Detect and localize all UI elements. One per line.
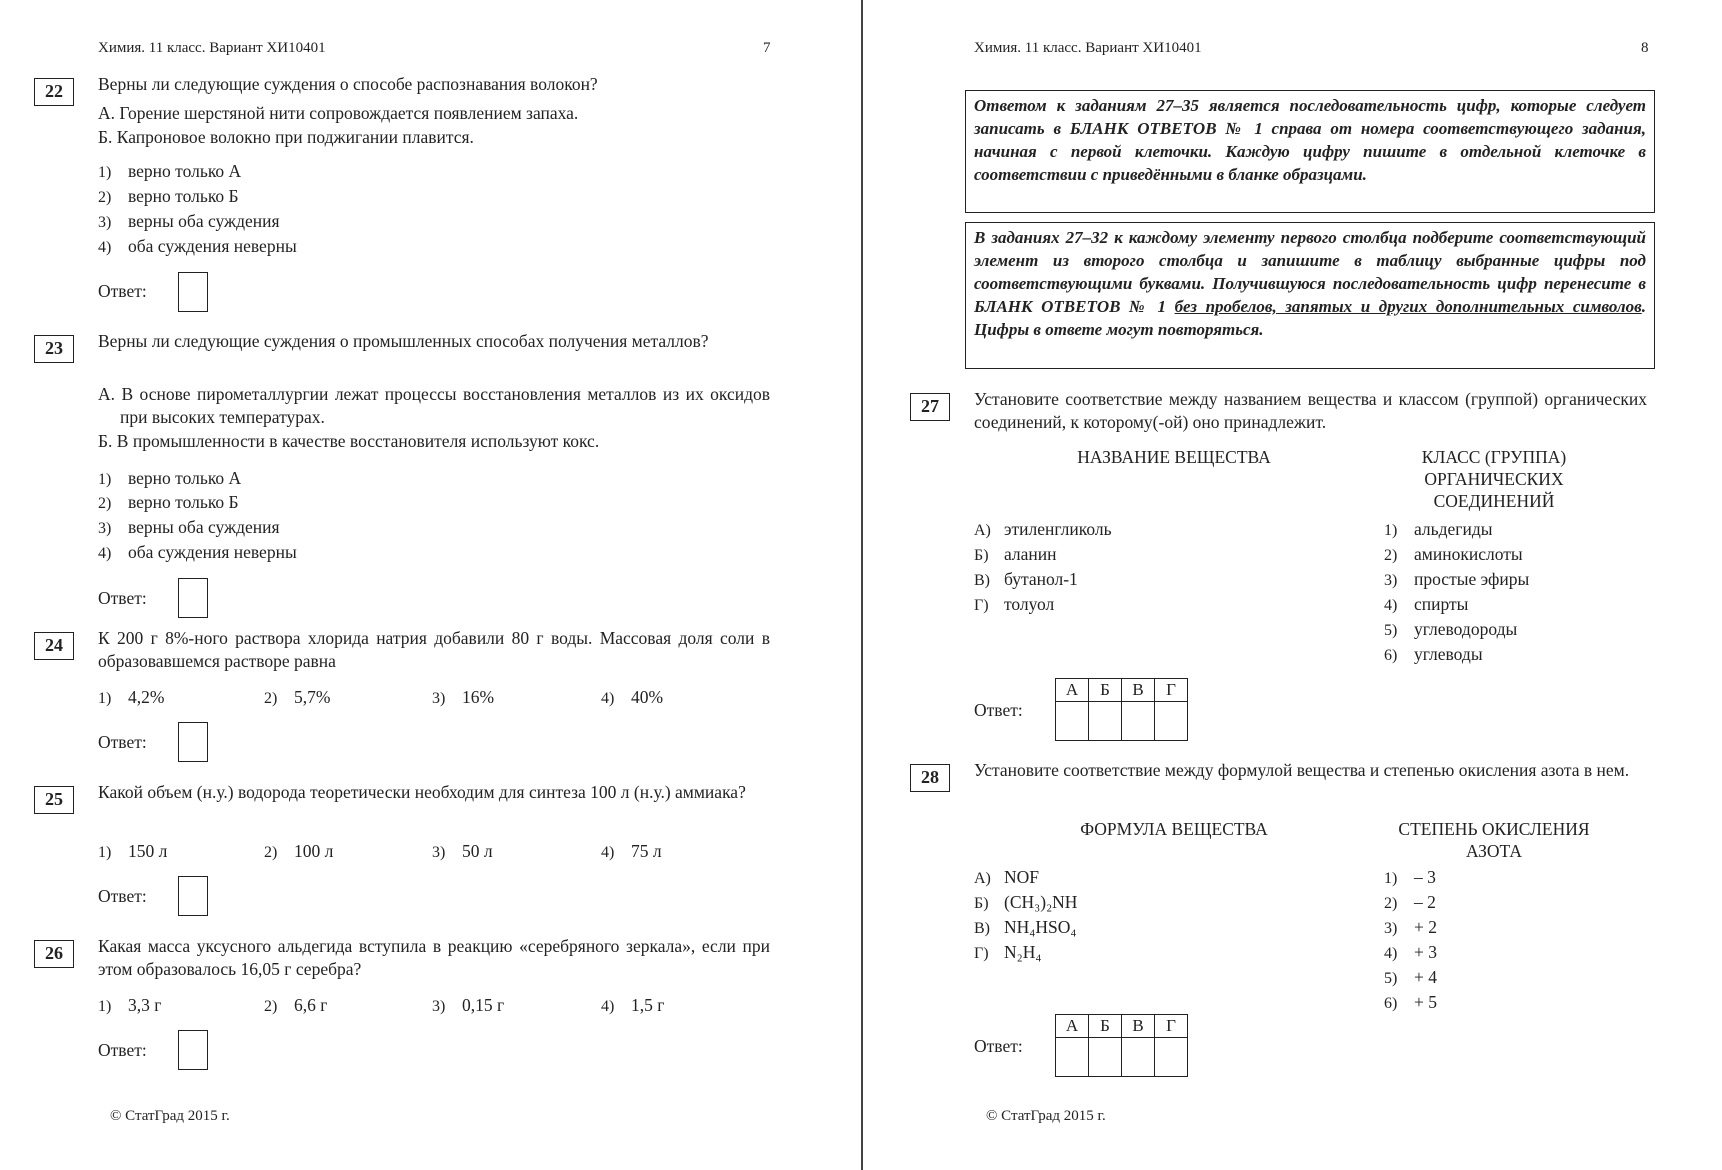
- answer-label: Ответ:: [98, 886, 147, 906]
- page-footer: © СтатГрад 2015 г.: [986, 1108, 1106, 1124]
- grid-answer-cell[interactable]: [1056, 1038, 1089, 1077]
- option[interactable]: 3) верны оба суждения: [98, 211, 280, 231]
- option[interactable]: 1) 150 л: [98, 841, 168, 861]
- option[interactable]: 3) 50 л: [432, 841, 493, 861]
- grid-answer-cell[interactable]: [1056, 702, 1089, 741]
- instruction-box: В заданиях 27–32 к каждому элементу первого столбца подберите соответствующий элемент из второго столбца и запишите в таблицу выбранные цифры под соответствующими буквами. Получившуюся последовательность цифр перенесите в БЛАНК ОТВЕТОВ № 1 без пробелов, запятых и других дополнительных символов. Цифры в ответе могут повторяться.: [965, 222, 1655, 369]
- question-text: Установите соответствие между формулой вещества и степенью окисления азота в нем.: [974, 760, 1630, 780]
- match-option: 2) аминокислоты: [1384, 544, 1523, 564]
- answer-label: Ответ:: [98, 732, 147, 752]
- page-header: Химия. 11 класс. Вариант ХИ10401: [974, 40, 1202, 56]
- answer-box[interactable]: [178, 578, 208, 618]
- question-number: 28: [910, 764, 950, 792]
- match-option: 5) углеводороды: [1384, 619, 1518, 639]
- page-number: 7: [763, 40, 771, 56]
- option[interactable]: 3) 0,15 г: [432, 995, 505, 1015]
- grid-answer-cell[interactable]: [1122, 1038, 1155, 1077]
- answer-grid: [1055, 1014, 1188, 1077]
- option[interactable]: 1) верно только А: [98, 161, 242, 181]
- column-header: КЛАСС (ГРУППА) ОРГАНИЧЕСКИХ СОЕДИНЕНИЙ: [1421, 447, 1567, 511]
- question-number: 27: [910, 393, 950, 421]
- grid-answer-cell[interactable]: [1089, 1038, 1122, 1077]
- page-number: 8: [1641, 40, 1649, 56]
- grid-letter: Г: [1155, 679, 1188, 702]
- option[interactable]: 4) оба суждения неверны: [98, 236, 297, 256]
- page-footer: © СтатГрад 2015 г.: [110, 1108, 230, 1124]
- option[interactable]: 2) 100 л: [264, 841, 334, 861]
- match-option: 1) альдегиды: [1384, 519, 1493, 539]
- answer-box[interactable]: [178, 876, 208, 916]
- question-text: Установите соответствие между названием вещества и классом (группой) органических соединений, к которому(-ой) оно принадлежит.: [974, 389, 1647, 432]
- question-number: 25: [34, 786, 74, 814]
- match-item: Г) толуол: [974, 594, 1055, 614]
- grid-letter: В: [1122, 679, 1155, 702]
- column-header: СТЕПЕНЬ ОКИСЛЕНИЯ АЗОТА: [1398, 819, 1590, 861]
- option[interactable]: 3) 16%: [432, 687, 495, 707]
- question-number: 22: [34, 78, 74, 106]
- match-option: 5) + 4: [1384, 967, 1437, 987]
- statement-b: Б. Капроновое волокно при поджигании плавится.: [98, 127, 474, 147]
- match-option: 3) простые эфиры: [1384, 569, 1530, 589]
- page-divider: [861, 0, 863, 1170]
- answer-box[interactable]: [178, 272, 208, 312]
- question-text: Какой объем (н.у.) водорода теоретически необходим для синтеза 100 л (н.у.) аммиака?: [98, 782, 746, 802]
- column-header: НАЗВАНИЕ ВЕЩЕСТВА: [1077, 447, 1271, 467]
- answer-label: Ответ:: [974, 700, 1023, 720]
- page-header: Химия. 11 класс. Вариант ХИ10401: [98, 40, 326, 56]
- match-option: 4) + 3: [1384, 942, 1437, 962]
- option[interactable]: 2) верно только Б: [98, 492, 239, 512]
- match-item: Б) аланин: [974, 544, 1057, 564]
- option[interactable]: 1) 4,2%: [98, 687, 165, 707]
- grid-answer-cell[interactable]: [1155, 702, 1188, 741]
- option[interactable]: 4) оба суждения неверны: [98, 542, 297, 562]
- question-text: Какая масса уксусного альдегида вступила в реакцию «серебряного зеркала», если при этом образовалось 16,05 г серебра?: [98, 936, 770, 979]
- right-page: [864, 0, 1722, 1170]
- match-option: 6) + 5: [1384, 992, 1437, 1012]
- match-item: А) этиленгликоль: [974, 519, 1112, 539]
- option[interactable]: 2) верно только Б: [98, 186, 239, 206]
- statement-a: А. В основе пирометаллургии лежат процессы восстановления металлов из их оксидов при высоких температурах.: [98, 384, 770, 427]
- answer-label: Ответ:: [98, 281, 147, 301]
- match-option: 3) + 2: [1384, 917, 1437, 937]
- question-number: 26: [34, 940, 74, 968]
- match-item: В) NH₄HSO₄: [974, 917, 1077, 937]
- match-item: Б) (CH₃)₂NH: [974, 892, 1078, 912]
- answer-grid: [1055, 678, 1188, 741]
- instruction-box: Ответом к заданиям 27–35 является последовательность цифр, которые следует записать в БЛАНК ОТВЕТОВ № 1 справа от номера соответствующего задания, начиная с первой клеточки. Каждую цифру пишите в отдельной клеточке в соответствии с приведёнными в бланке образцами.: [965, 90, 1655, 213]
- grid-letter: Г: [1155, 1015, 1188, 1038]
- match-option: 6) углеводы: [1384, 644, 1483, 664]
- option[interactable]: 4) 75 л: [601, 841, 662, 861]
- question-number: 24: [34, 632, 74, 660]
- question-text: Верны ли следующие суждения о промышленных способах получения металлов?: [98, 331, 709, 351]
- grid-letter: Б: [1089, 679, 1122, 702]
- answer-label: Ответ:: [98, 1040, 147, 1060]
- answer-label: Ответ:: [974, 1036, 1023, 1056]
- grid-letter: Б: [1089, 1015, 1122, 1038]
- question-number: 23: [34, 335, 74, 363]
- option[interactable]: 1) верно только А: [98, 468, 242, 488]
- question-text: К 200 г 8%-ного раствора хлорида натрия добавили 80 г воды. Массовая доля соли в образовавшемся растворе равна: [98, 628, 770, 671]
- option[interactable]: 1) 3,3 г: [98, 995, 162, 1015]
- column-header: ФОРМУЛА ВЕЩЕСТВА: [1080, 819, 1268, 839]
- option[interactable]: 4) 1,5 г: [601, 995, 665, 1015]
- statement-b: Б. В промышленности в качестве восстановителя используют кокс.: [98, 431, 600, 451]
- match-option: 2) – 2: [1384, 892, 1436, 912]
- answer-box[interactable]: [178, 722, 208, 762]
- grid-letter: А: [1056, 679, 1089, 702]
- grid-answer-cell[interactable]: [1089, 702, 1122, 741]
- grid-letter: В: [1122, 1015, 1155, 1038]
- match-item: Г) N₂H₄: [974, 942, 1042, 962]
- answer-label: Ответ:: [98, 588, 147, 608]
- question-text: Верны ли следующие суждения о способе распознавания волокон?: [98, 74, 598, 94]
- match-item: В) бутанол-1: [974, 569, 1078, 589]
- grid-answer-cell[interactable]: [1122, 702, 1155, 741]
- option[interactable]: 4) 40%: [601, 687, 664, 707]
- match-option: 4) спирты: [1384, 594, 1469, 614]
- statement-a: А. Горение шерстяной нити сопровождается появлением запаха.: [98, 103, 579, 123]
- match-option: 1) – 3: [1384, 867, 1436, 887]
- answer-box[interactable]: [178, 1030, 208, 1070]
- option[interactable]: 2) 6,6 г: [264, 995, 328, 1015]
- match-item: А) NOF: [974, 867, 1040, 887]
- grid-answer-cell[interactable]: [1155, 1038, 1188, 1077]
- option[interactable]: 3) верны оба суждения: [98, 517, 280, 537]
- option[interactable]: 2) 5,7%: [264, 687, 331, 707]
- grid-letter: А: [1056, 1015, 1089, 1038]
